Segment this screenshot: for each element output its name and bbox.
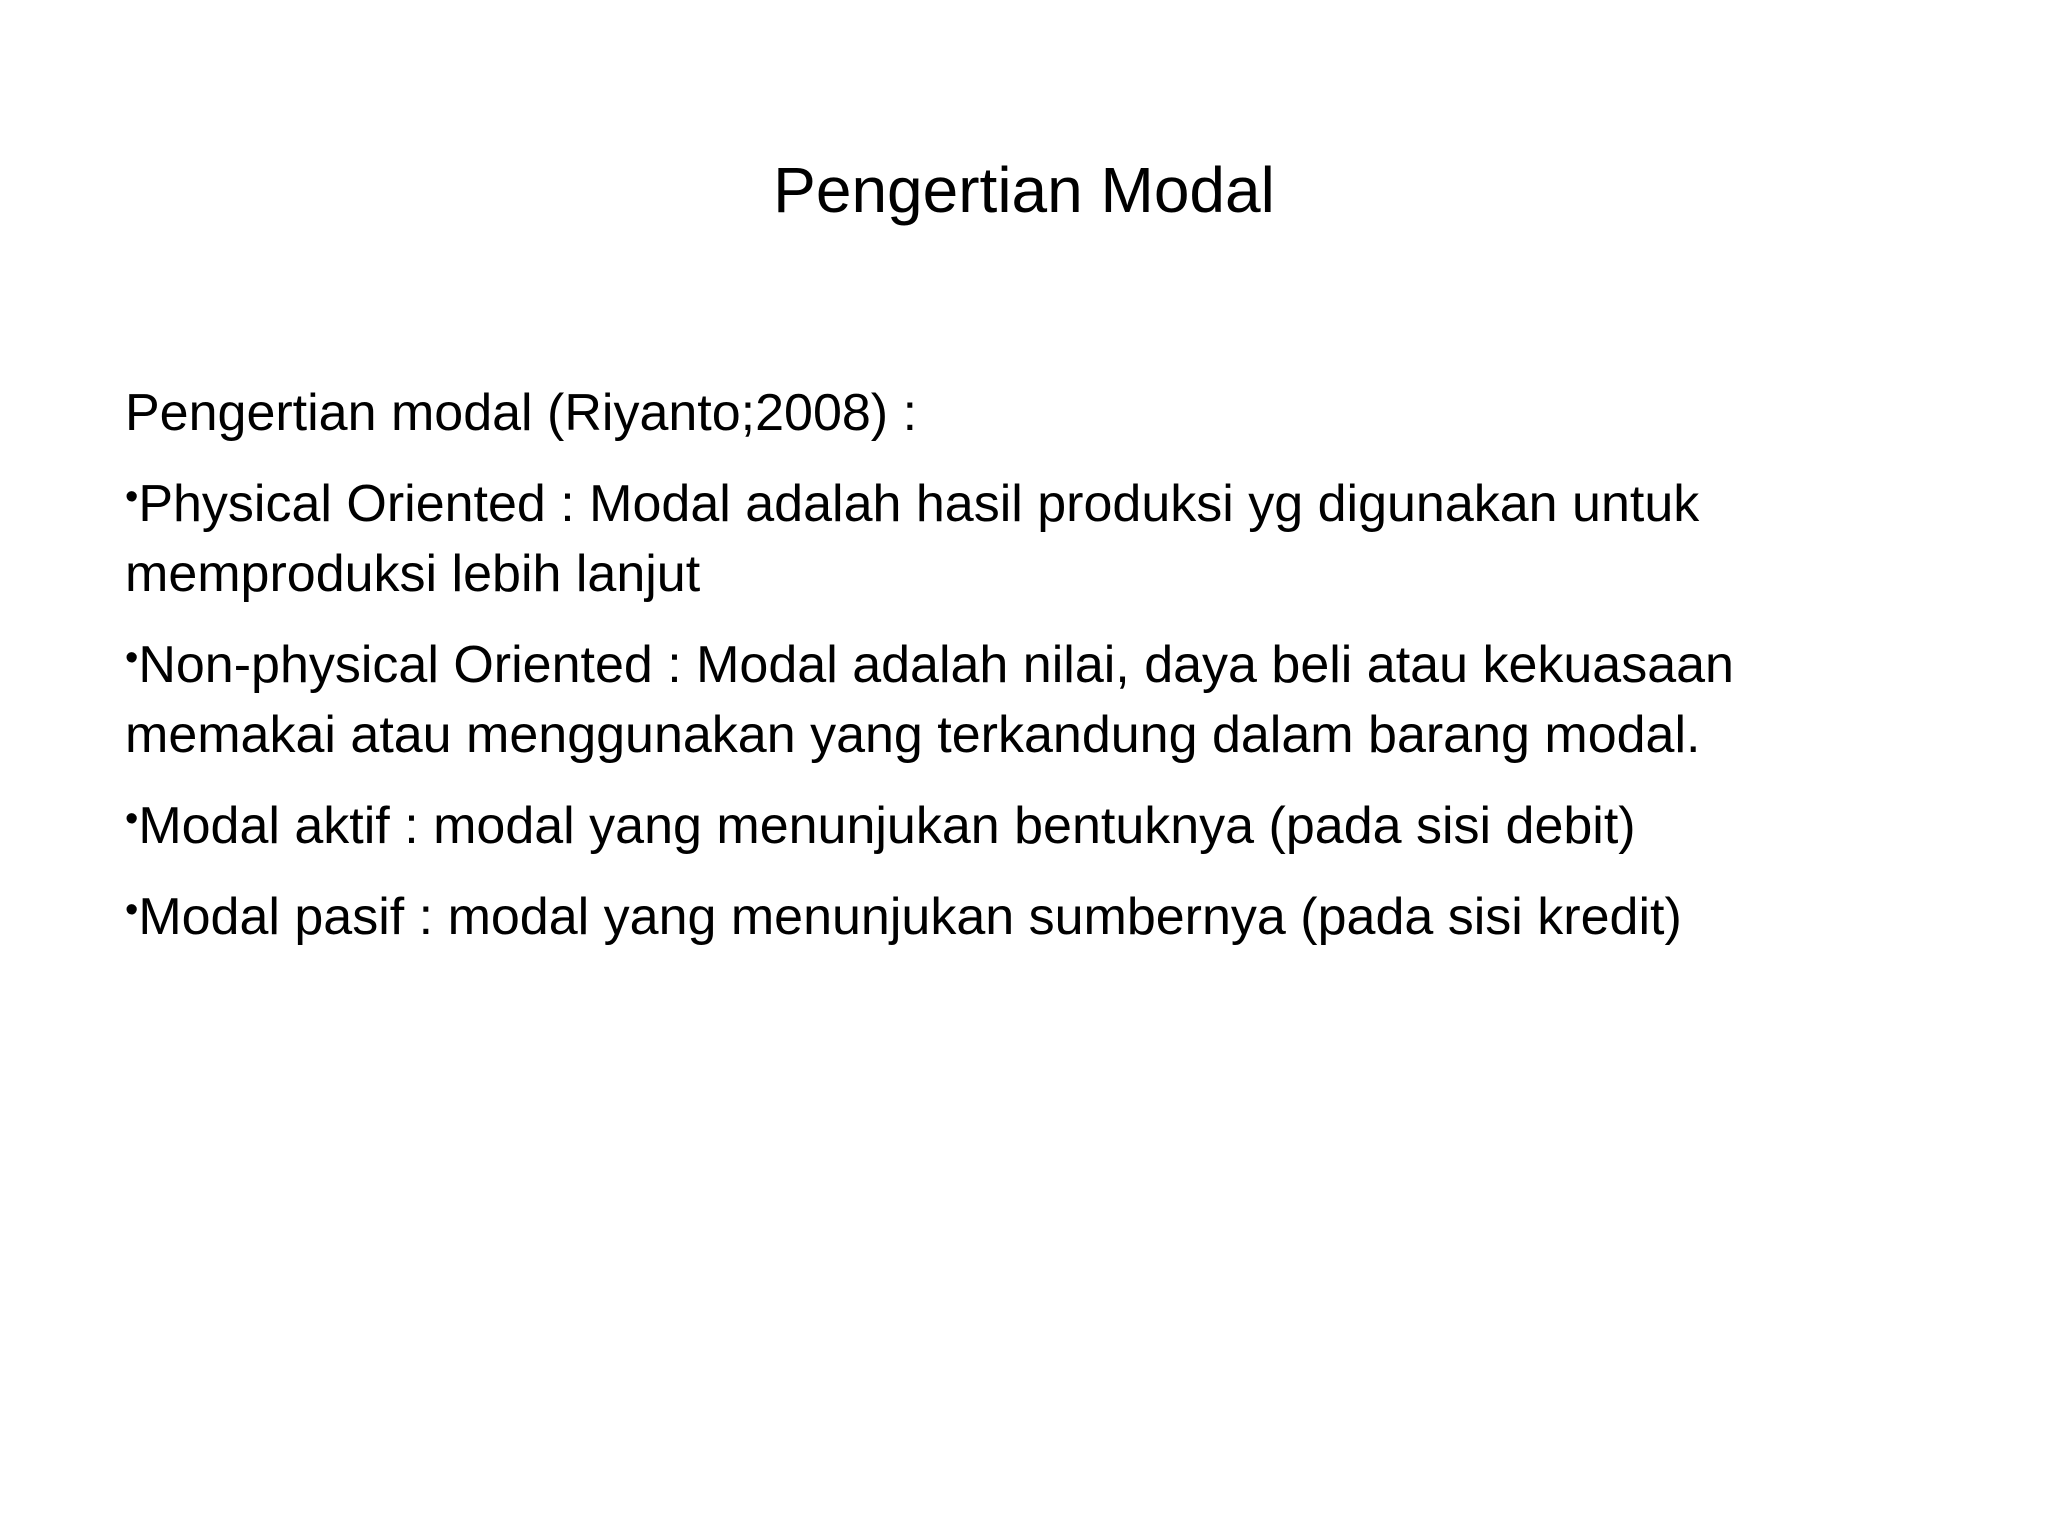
bullet-icon: • bbox=[125, 889, 139, 931]
bullet-text: Modal aktif : modal yang menunjukan bentuknya (pada sisi debit) bbox=[138, 797, 1636, 855]
intro-text: Pengertian modal (Riyanto;2008) : bbox=[125, 384, 918, 442]
bullet-icon: • bbox=[125, 798, 139, 840]
bullet-item-modal-aktif bbox=[125, 784, 1955, 861]
bullet-list bbox=[125, 462, 1955, 952]
bullet-item-non-physical-oriented bbox=[125, 623, 1955, 770]
bullet-text: Physical Oriented : Modal adalah hasil produksi yg digunakan untuk memproduksi lebih lanjut bbox=[125, 475, 1700, 603]
bullet-icon: • bbox=[125, 476, 139, 518]
bullet-icon: • bbox=[125, 637, 139, 679]
bullet-item-physical-oriented bbox=[125, 462, 1955, 609]
bullet-item-modal-pasif bbox=[125, 875, 1955, 952]
slide-title: Pengertian Modal bbox=[773, 154, 1275, 226]
bullet-text: Non-physical Oriented : Modal adalah nilai, daya beli atau kekuasaan memakai atau menggunakan yang terkandung dalam barang modal. bbox=[125, 636, 1734, 764]
slide-body bbox=[125, 378, 1955, 966]
bullet-text: Modal pasif : modal yang menunjukan sumbernya (pada sisi kredit) bbox=[138, 888, 1682, 946]
